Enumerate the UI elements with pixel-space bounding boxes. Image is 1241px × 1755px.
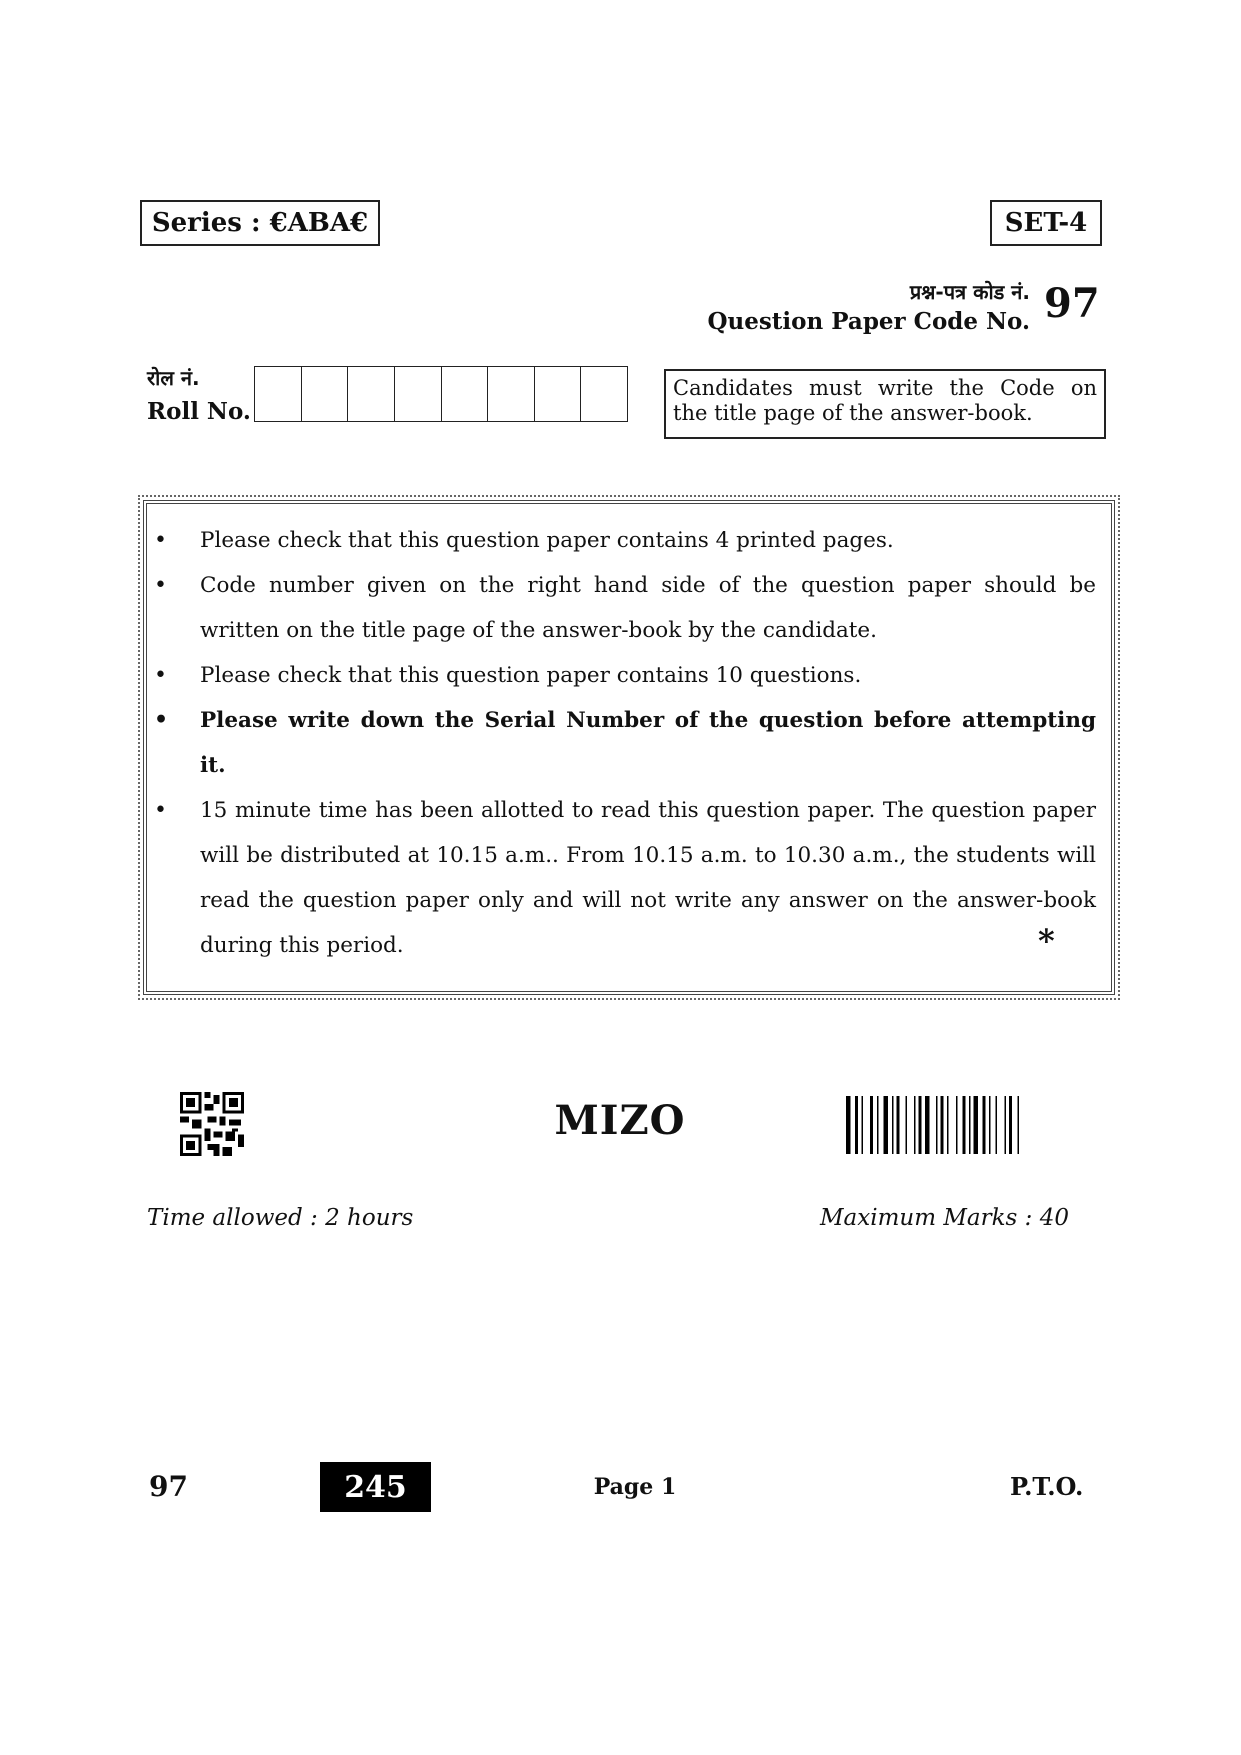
question-paper-code-value: 97 xyxy=(1044,280,1100,327)
roll-number-label: Roll No. xyxy=(147,398,251,425)
series-label: Series : €ABA€ xyxy=(140,200,380,246)
roll-number-box[interactable] xyxy=(535,367,582,421)
instructions-list xyxy=(150,518,1096,968)
question-paper-code-label: Question Paper Code No. xyxy=(707,308,1030,335)
instruction-item: • Please check that this question paper contains 4 printed pages. xyxy=(150,518,1096,563)
roll-number-box[interactable] xyxy=(442,367,489,421)
roll-number-box[interactable] xyxy=(488,367,535,421)
maximum-marks: Maximum Marks : 40 xyxy=(820,1205,1069,1231)
roll-number-box[interactable] xyxy=(302,367,349,421)
roll-number-box[interactable] xyxy=(255,367,302,421)
instruction-item: • Code number given on the right hand side of the question paper should be written on the title page of the answer-book by the candidate. xyxy=(150,563,1096,653)
roll-number-box[interactable] xyxy=(395,367,442,421)
code-instruction-line: the title page of the answer-book. xyxy=(673,401,1033,425)
footer-set-number: 245 xyxy=(320,1462,431,1512)
time-allowed: Time allowed : 2 hours xyxy=(147,1205,414,1231)
instruction-item: • Please write down the Serial Number of the question before attempting it. xyxy=(150,698,1096,788)
pto-label: P.T.O. xyxy=(1010,1472,1084,1501)
roll-number-hindi: रोल नं. xyxy=(147,366,200,390)
qr-code-icon xyxy=(180,1092,244,1156)
page-number: Page 1 xyxy=(593,1474,677,1500)
instruction-item: • Please check that this question paper contains 10 questions. xyxy=(150,653,1096,698)
code-instruction-line: Candidates must write the Code on xyxy=(673,376,1097,400)
barcode-icon xyxy=(846,1096,1086,1154)
roll-number-box[interactable] xyxy=(581,367,627,421)
subject-title: MIZO xyxy=(554,1097,686,1144)
instruction-item: • 15 minute time has been allotted to read this question paper. The question paper will be distributed at 10.15 a.m.. From 10.15 a.m. to 10.30 a.m., the students will read the question paper only and will not write any answer on the answer-book during this period. xyxy=(150,788,1096,968)
roll-number-boxes[interactable] xyxy=(254,366,628,422)
set-label: SET-4 xyxy=(990,200,1102,246)
roll-number-box[interactable] xyxy=(348,367,395,421)
code-instruction-box xyxy=(664,369,1106,439)
question-paper-code-hindi: प्रश्न-पत्र कोड नं. xyxy=(909,280,1030,304)
star-mark: * xyxy=(1038,922,1055,960)
footer-code: 97 xyxy=(149,1470,188,1503)
